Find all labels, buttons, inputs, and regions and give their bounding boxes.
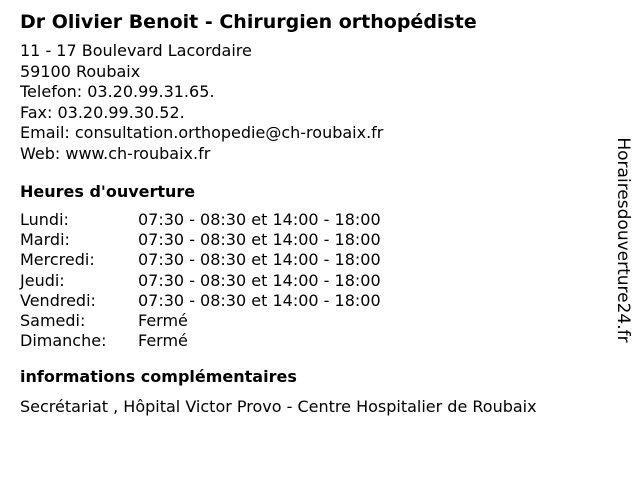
time-value: 07:30 - 08:30 et 14:00 - 18:00 (138, 290, 381, 310)
hours-row-sunday (20, 331, 381, 351)
hours-row-tuesday (20, 230, 381, 250)
postal-city: 59100 Roubaix (20, 61, 141, 81)
hours-row-wednesday (20, 250, 381, 270)
day-label: Jeudi: (20, 270, 65, 290)
day-label: Vendredi: (20, 290, 96, 310)
content-area (20, 9, 610, 417)
fax-line: Fax: 03.20.99.30.52. (20, 102, 185, 122)
time-value: 07:30 - 08:30 et 14:00 - 18:00 (138, 210, 381, 229)
time-value: 07:30 - 08:30 et 14:00 - 18:00 (138, 230, 381, 250)
info-heading: informations complémentaires (20, 367, 297, 387)
hours-row-thursday (20, 271, 381, 291)
opening-hours-table (20, 210, 381, 351)
hours-row-friday (20, 291, 381, 311)
page-title: Dr Olivier Benoit - Chirurgien orthopédiste (20, 11, 477, 33)
info-text: Secrétariat , Hôpital Victor Provo - Centre Hospitalier de Roubaix (20, 397, 537, 417)
hours-row-monday (20, 210, 381, 230)
day-label: Lundi: (20, 210, 69, 229)
address-block (20, 41, 610, 164)
street-address: 11 - 17 Boulevard Lacordaire (20, 41, 252, 60)
time-value: 07:30 - 08:30 et 14:00 - 18:00 (138, 270, 381, 290)
hours-row-saturday (20, 311, 381, 331)
phone-line: Telefon: 03.20.99.31.65. (20, 82, 215, 101)
time-value: 07:30 - 08:30 et 14:00 - 18:00 (138, 250, 381, 270)
site-watermark: Horairesdouverture24.fr (613, 137, 633, 343)
hours-heading: Heures d'ouverture (20, 182, 196, 201)
time-value: Fermé (138, 311, 188, 331)
day-label: Mercredi: (20, 250, 95, 270)
day-label: Mardi: (20, 230, 70, 250)
web-line: Web: www.ch-roubaix.fr (20, 143, 211, 163)
time-value: Fermé (138, 331, 188, 351)
day-label: Dimanche: (20, 331, 107, 351)
day-label: Samedi: (20, 311, 86, 331)
email-line: Email: consultation.orthopedie@ch-roubaix.fr (20, 123, 384, 142)
